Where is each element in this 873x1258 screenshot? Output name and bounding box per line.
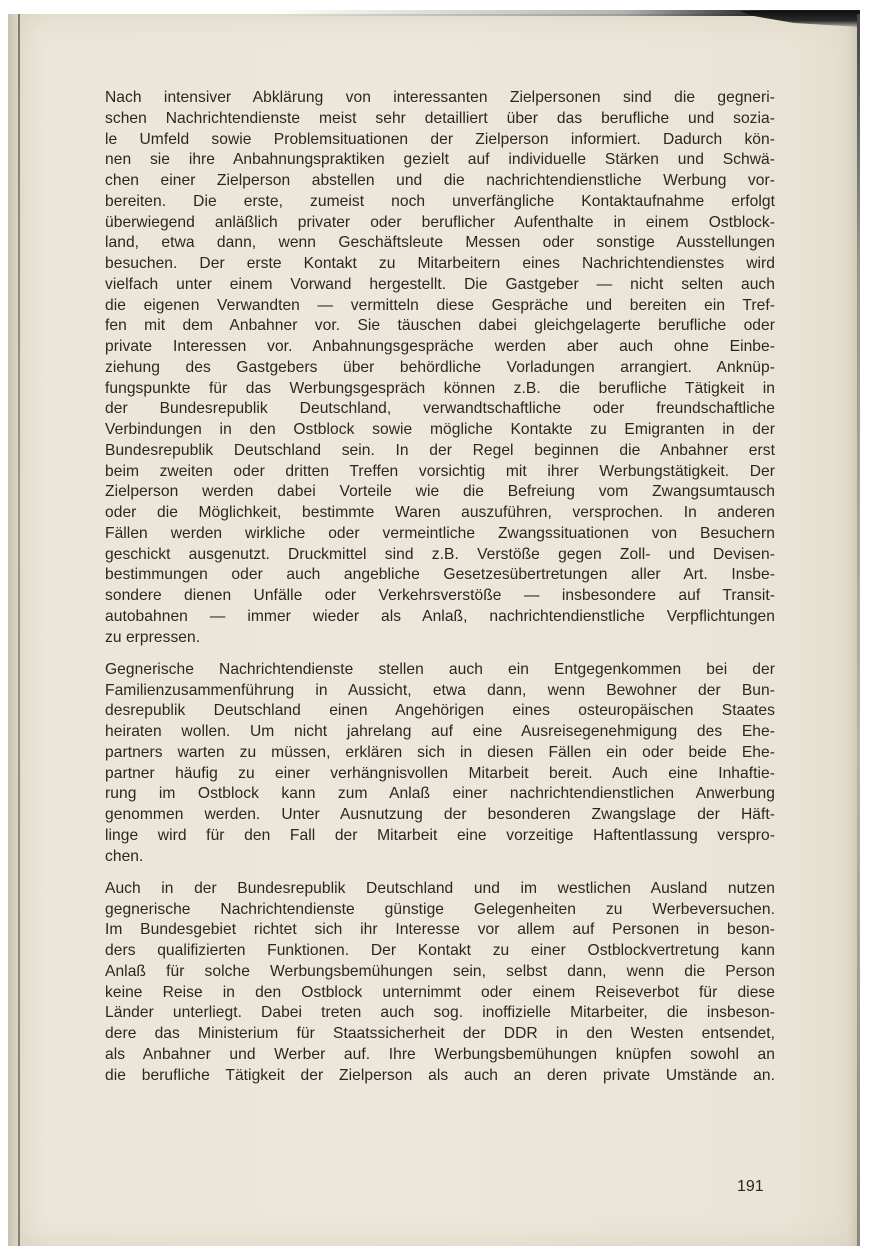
text-line: Länder unterliegt. Dabei treten auch sog. inoffizielle Mitarbeiter, die insbeson- (105, 1004, 775, 1022)
text-line: sondere dienen Unfälle oder Verkehrsverstöße — insbesondere auf Transit- (105, 587, 775, 604)
text-line: die berufliche Tätigkeit der Zielperson als auch an deren private Umstände an. (105, 1066, 775, 1084)
page-right-edge (857, 14, 860, 1246)
text-line: Fällen werden wirkliche oder vermeintliche Zwangssituationen von Besuchern (105, 524, 775, 542)
text-line: Auch in der Bundesrepublik Deutschland und im westlichen Ausland nutzen (105, 879, 775, 897)
text-line: gegnerische Nachrichtendienste günstige Gelegenheiten zu Werbeversuchen. (105, 900, 775, 918)
text-line: nen sie ihre Anbahnungspraktiken gezielt auf individuelle Stärken und Schwä- (105, 151, 775, 169)
text-line: ziehung des Gastgebers über behördliche Vorladungen arrangiert. Anknüp- (105, 358, 775, 376)
text-line: private Interessen vor. Anbahnungsgespräche werden aber auch ohne Einbe- (105, 338, 775, 355)
text-line: Bundesrepublik Deutschland sein. In der Regel beginnen die Anbahner erst (105, 441, 775, 459)
text-line: schen Nachrichtendienste meist sehr detailliert über das berufliche und sozia- (105, 109, 775, 127)
text-line: chen. (105, 847, 144, 865)
text-line: beim zweiten oder dritten Treffen vorsichtig mit ihrer Werbungstätigkeit. Der (105, 462, 775, 480)
text-line: oder die Möglichkeit, bestimmte Waren auszuführen, versprochen. In anderen (105, 504, 775, 521)
text-line: Nach intensiver Abklärung von interessanten Zielpersonen sind die gegneri- (105, 89, 775, 106)
text-line: ders qualifizierten Funktionen. Der Kontakt zu einer Ostblockvertretung kann (105, 942, 775, 959)
text-line: die eigenen Verwandten — vermitteln diese Gespräche und bereiten ein Tref- (105, 296, 775, 314)
text-line: als Anbahner und Werber auf. Ihre Werbungsbemühungen knüpfen sowohl an (105, 1045, 775, 1063)
text-line: keine Reise in den Ostblock unternimmt oder einem Reiseverbot für diese (105, 983, 775, 1001)
text-line: rung im Ostblock kann zum Anlaß einer nachrichtendienstlichen Anwerbung (105, 785, 775, 803)
text-line: le Umfeld sowie Problemsituationen der Zielperson informiert. Dadurch kön- (105, 130, 775, 148)
text-line: bestimmungen oder auch angebliche Gesetzesübertretungen aller Art. Insbe- (105, 566, 775, 584)
text-line: vielfach unter einem Vorwand hergestellt. Die Gastgeber — nicht selten auch (105, 275, 775, 293)
text-line: partner häufig zu einer verhängnisvollen Mitarbeit bereit. Auch eine Inhaftie- (105, 764, 775, 782)
page-spine-shadow (8, 14, 18, 1246)
text-line: genommen werden. Unter Ausnutzung der besonderen Zwangslage der Häft- (105, 806, 775, 823)
paragraph-2 (105, 660, 775, 868)
text-line: zu erpressen. (105, 628, 201, 646)
text-line: Verbindungen in den Ostblock sowie mögliche Kontakte zu Emigranten in der (105, 421, 775, 438)
paragraph-1 (105, 88, 775, 648)
text-line: der Bundesrepublik Deutschland, verwandtschaftliche oder freundschaftliche (105, 400, 775, 418)
text-line: land, etwa dann, wenn Geschäftsleute Messen oder sonstige Ausstellungen (105, 234, 775, 252)
text-line: chen einer Zielperson abstellen und die nachrichtendienstliche Werbung vor- (105, 172, 775, 189)
text-line: fungspunkte für das Werbungsgespräch können z.B. die berufliche Tätigkeit in (105, 379, 775, 397)
text-line: autobahnen — immer wieder als Anlaß, nachrichtendienstliche Verpflichtungen (105, 607, 775, 625)
page-spine-line (18, 14, 20, 1246)
page-number: 191 (737, 1178, 764, 1195)
text-line: besuchen. Der erste Kontakt zu Mitarbeitern eines Nachrichtendienstes wird (105, 255, 775, 272)
page-corner-shadow (740, 11, 860, 27)
text-line: heiraten wollen. Um nicht jahrelang auf eine Ausreisegenehmigung des Ehe- (105, 723, 775, 740)
text-line: dere das Ministerium für Staatssicherheit der DDR in den Westen entsendet, (105, 1025, 775, 1042)
text-line: Zielperson werden dabei Vorteile wie die Befreiung vom Zwangsumtausch (105, 483, 775, 501)
text-line: Familienzusammenführung in Aussicht, etwa dann, wenn Bewohner der Bun- (105, 681, 775, 699)
text-line: bereiten. Die erste, zumeist noch unverfängliche Kontaktaufnahme erfolgt (105, 192, 775, 210)
paragraph-3 (105, 879, 775, 1087)
text-line: linge wird für den Fall der Mitarbeit eine vorzeitige Haftentlassung verspro- (105, 826, 775, 844)
text-line: überwiegend anläßlich privater oder beruflicher Aufenthalte in einem Ostblock- (105, 213, 775, 231)
text-line: geschickt ausgenutzt. Druckmittel sind z.B. Verstöße gegen Zoll- und Devisen- (105, 545, 775, 563)
text-line: Im Bundesgebiet richtet sich ihr Interesse vor allem auf Personen in beson- (105, 921, 775, 939)
text-line: desrepublik Deutschland einen Angehörigen eines osteuropäischen Staates (105, 702, 775, 720)
text-line: fen mit dem Anbahner vor. Sie täuschen dabei gleichgelagerte berufliche oder (105, 317, 775, 335)
body-text (105, 88, 775, 1098)
text-line: partners warten zu müssen, erklären sich in diesen Fällen ein oder beide Ehe- (105, 743, 775, 761)
text-line: Gegnerische Nachrichtendienste stellen auch ein Entgegenkommen bei der (105, 660, 775, 678)
text-line: Anlaß für solche Werbungsbemühungen sein, selbst dann, wenn die Person (105, 962, 775, 980)
